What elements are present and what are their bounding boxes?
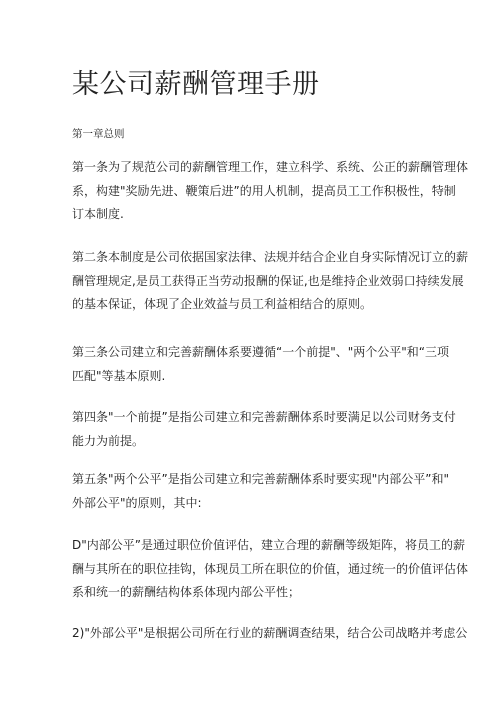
paragraph-line: 2)"外部公平"是根据公司所在行业的薪酬调查结果，结合公司战略并考虑公 [72,626,468,640]
document-title: 某公司薪酬管理手册 [72,69,320,100]
paragraph-line: 能力为前提。 [72,433,145,448]
external-fairness-item [72,622,468,646]
paragraph-line: 第四条"一个前提”是指公司建立和完善薪酬体系时要满足以公司财务支付 [72,410,456,424]
paragraph-line: 第五条"两个公平”是指公司建立和完善薪酬体系时要实现"内部公平”和" [72,472,449,486]
paragraph-line: 第三条公司建立和完善薪酬体系要遵循“一个前提"、"两个公平"和“三项 [72,345,449,359]
article-3-paragraph [72,341,449,388]
paragraph-line: 第一条为了规范公司的薪酬管理工作，建立科学、系统、公正的薪酬管理体 [72,160,469,174]
paragraph-line: 酬与其所在的职位挂钩，体现员工所在职位的价值，通过统一的价值评估体 [72,561,469,576]
paragraph-line: D"内部公平”是通过职位价值评估，建立合理的薪酬等级矩阵，将员工的薪 [72,538,465,552]
article-2-paragraph [72,246,469,317]
paragraph-line: 外部公平"的原则，其中: [72,495,202,510]
article-1-paragraph [72,156,469,227]
chapter-heading: 第一章总则 [72,128,125,140]
internal-fairness-item [72,534,469,605]
paragraph-line: 第二条本制度是公司依据国家法律、法规并结合企业自身实际情况订立的薪 [72,250,469,264]
article-4-paragraph [72,406,456,453]
paragraph-line: 的基本保证，体现了企业效益与员工利益相结合的原则。 [72,297,373,311]
paragraph-line: 匹配"等基本原则. [72,368,166,383]
paragraph-line: 系，构建"奖励先进、鞭策后进”的用人机制，提高员工工作积极性，特制 [72,183,456,198]
paragraph-line: 订本制度. [72,207,124,221]
article-5-paragraph [72,468,449,515]
paragraph-line: 系和统一的薪酬结构体系体现内部公平性； [72,585,301,599]
paragraph-line: 酬管理规定,是员工获得正当劳动报酬的保证,也是维持企业效弱口持续发展 [72,273,464,288]
